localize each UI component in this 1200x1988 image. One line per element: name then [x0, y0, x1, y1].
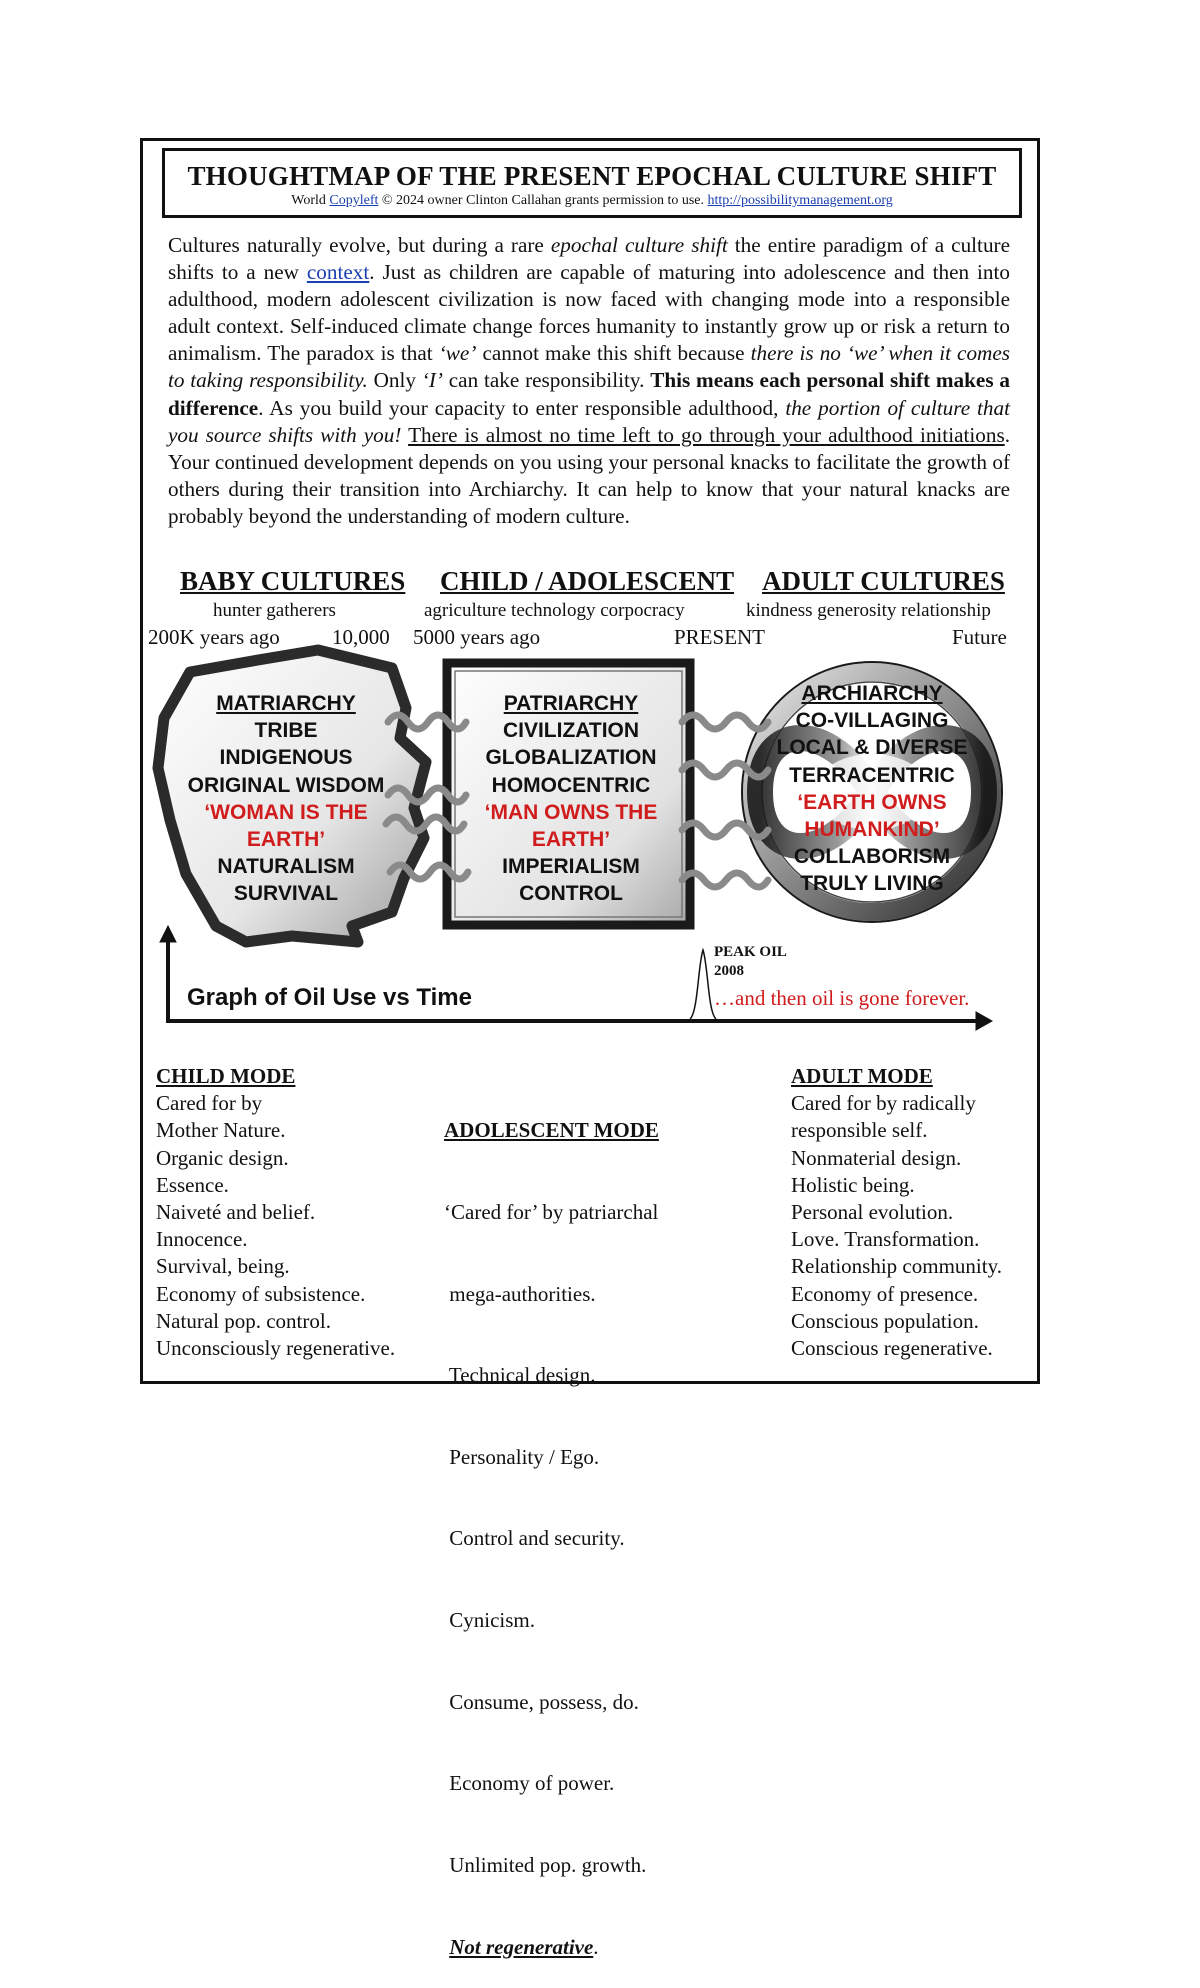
oil-gone-note: …and then oil is gone forever.	[714, 986, 970, 1010]
intro-text: . As you build your capacity to enter responsible adulthood,	[258, 395, 786, 420]
adolescent-mode-item: Cynicism.	[444, 1608, 536, 1633]
patriarchy-line: IMPERIALISM	[502, 855, 640, 879]
timeline-200k: 200K years ago	[148, 625, 280, 649]
archiarchy-line: COLLABORISM	[793, 845, 951, 869]
adolescent-mode-item: Consume, possess, do.	[444, 1689, 639, 1714]
timeline-present: PRESENT	[674, 625, 766, 649]
intro-text: . Your continued development depends on you using your personal knacks to facilitate the growth of others during their transition into Archiarchy. It can help to know that your natural knacks are probably beyond the understanding of modern culture.	[168, 422, 1010, 528]
context-link[interactable]: context	[306, 260, 370, 285]
patriarchy-label	[451, 690, 691, 908]
intro-emphasis: ‘we’	[438, 341, 477, 366]
child-mode-heading: CHILD MODE	[156, 1064, 296, 1088]
child-mode-column	[156, 1063, 395, 1362]
adult-mode-item: Economy of presence.	[791, 1281, 979, 1306]
adult-mode-item: Conscious population.	[791, 1308, 979, 1333]
peak-oil-label	[714, 943, 787, 981]
adult-mode-item: Nonmaterial design.	[791, 1145, 962, 1170]
patriarchy-motto: ‘MAN OWNS THE	[484, 800, 658, 824]
adolescent-mode-item: Economy of power.	[444, 1771, 615, 1796]
intro-bold: This means each personal shift makes a difference	[168, 368, 1010, 420]
child-mode-item: Unconsciously regenerative.	[156, 1336, 396, 1361]
child-mode-item: Cared for by	[156, 1091, 263, 1116]
adult-mode-item: Love. Transformation.	[791, 1227, 980, 1252]
page-title: THOUGHTMAP OF THE PRESENT EPOCHAL CULTURE SHIFT	[187, 161, 997, 191]
adult-mode-item: Holistic being.	[791, 1172, 915, 1197]
adult-mode-item: Relationship community.	[791, 1254, 1002, 1279]
matriarchy-motto: ‘WOMAN IS THE	[204, 800, 368, 824]
era-adult-heading: ADULT CULTURES	[762, 566, 1005, 596]
adolescent-mode-item: Control and security.	[444, 1526, 625, 1551]
adult-mode-heading: ADULT MODE	[791, 1064, 933, 1088]
matriarchy-motto: EARTH’	[246, 828, 326, 852]
archiarchy-line: TERRACENTRIC	[789, 763, 955, 787]
patriarchy-line: HOMOCENTRIC	[491, 773, 651, 797]
archiarchy-heading: ARCHIARCHY	[801, 682, 943, 705]
intro-text: can take responsibility.	[442, 368, 651, 393]
adolescent-mode-item: Personality / Ego.	[444, 1444, 600, 1469]
intro-text: Only	[367, 368, 422, 393]
intro-text: Cultures naturally evolve, but during a rare	[168, 233, 551, 257]
child-mode-item: Essence.	[156, 1172, 229, 1197]
adolescent-mode-item	[444, 1934, 659, 1961]
archiarchy-label	[752, 680, 992, 898]
adolescent-mode-tail: .	[593, 1934, 599, 1959]
website-link[interactable]: http://possibilitymanagement.org	[707, 193, 893, 208]
copyleft-link[interactable]: Copyleft	[329, 193, 379, 208]
era-adult-sub: kindness generosity relationship	[746, 600, 991, 621]
timeline-future: Future	[952, 625, 1007, 649]
era-child-heading: CHILD / ADOLESCENT	[440, 566, 735, 596]
child-mode-item: Survival, being.	[156, 1254, 290, 1279]
adolescent-mode-heading: ADOLESCENT MODE	[444, 1118, 659, 1143]
adult-mode-item: Cared for by radically	[791, 1091, 976, 1116]
timeline-10000: 10,000	[332, 625, 390, 649]
matriarchy-heading: MATRIARCHY	[216, 692, 356, 715]
patriarchy-line: CONTROL	[519, 882, 623, 906]
peak-oil-text: PEAK OIL	[714, 944, 787, 960]
adolescent-mode-item: ‘Cared for’ by patriarchal	[444, 1200, 659, 1225]
patriarchy-line: CIVILIZATION	[502, 719, 640, 743]
graph-title: Graph of Oil Use vs Time	[187, 984, 472, 1011]
adult-mode-item: Conscious regenerative.	[791, 1336, 993, 1361]
intro-text: the entire paradigm of a culture shifts to a new	[168, 233, 1010, 285]
child-mode-item: Naiveté and belief.	[156, 1200, 316, 1225]
era-child-sub: agriculture technology corpocracy	[424, 600, 685, 621]
intro-text: . Just as children are capable of maturing into adolescence and then into adulthood, modern adolescent civilization is now faced with changing mode into a responsible adult context. Self-induced climate change forces humanity to instantly grow up or risk a return to animalism. The paradox is that	[168, 260, 1010, 366]
copyright-middle: © 2024 owner Clinton Callahan grants permission to use.	[378, 193, 708, 208]
timeline-5000: 5000 years ago	[413, 625, 541, 649]
adolescent-mode-item: mega-authorities.	[444, 1281, 596, 1306]
child-mode-item: Economy of subsistence.	[156, 1281, 366, 1306]
child-mode-item: Organic design.	[156, 1145, 289, 1170]
child-mode-item: Mother Nature.	[156, 1118, 286, 1143]
archiarchy-line: CO-VILLAGING	[795, 709, 949, 733]
archiarchy-line: TRULY LIVING	[800, 872, 944, 896]
adolescent-mode-column	[444, 1063, 659, 1988]
intro-emphasis: epochal culture shift	[550, 233, 728, 257]
archiarchy-motto: HUMANKIND’	[804, 818, 940, 842]
intro-emphasis: the portion of culture that you source shifts with you!	[168, 395, 1010, 447]
archiarchy-line: LOCAL & DIVERSE	[776, 736, 968, 760]
patriarchy-heading: PATRIARCHY	[503, 692, 639, 715]
adult-mode-item: Personal evolution.	[791, 1200, 954, 1225]
peak-oil-year: 2008	[714, 963, 744, 979]
intro-emphasis: there is no ‘we’ when it comes to taking responsibility.	[168, 341, 1011, 393]
matriarchy-line: NATURALISM	[217, 855, 355, 879]
matriarchy-line: TRIBE	[254, 719, 318, 743]
adolescent-mode-item: Unlimited pop. growth.	[444, 1852, 647, 1877]
era-baby-sub: hunter gatherers	[213, 600, 336, 621]
adult-mode-item: responsible self.	[791, 1118, 928, 1143]
matriarchy-line: ORIGINAL WISDOM	[187, 773, 385, 797]
archiarchy-motto: ‘EARTH OWNS	[797, 790, 947, 814]
intro-underlined: There is almost no time left to go through your adulthood initiations	[408, 422, 1005, 447]
matriarchy-line: SURVIVAL	[233, 882, 339, 906]
patriarchy-line: GLOBALIZATION	[485, 746, 657, 770]
matriarchy-label	[170, 690, 402, 908]
intro-emphasis: ‘I’	[421, 368, 443, 393]
intro-text: cannot make this shift because	[476, 341, 751, 366]
child-mode-item: Innocence.	[156, 1227, 248, 1252]
child-mode-item: Natural pop. control.	[156, 1308, 331, 1333]
adult-mode-column	[791, 1063, 1002, 1362]
matriarchy-line: INDIGENOUS	[219, 746, 353, 770]
copyright-prefix: World	[291, 193, 330, 208]
not-regenerative-text: Not regenerative	[449, 1934, 594, 1959]
adolescent-mode-item: Technical design.	[444, 1363, 596, 1388]
patriarchy-motto: EARTH’	[531, 828, 611, 852]
era-baby-heading: BABY CULTURES	[180, 566, 406, 596]
